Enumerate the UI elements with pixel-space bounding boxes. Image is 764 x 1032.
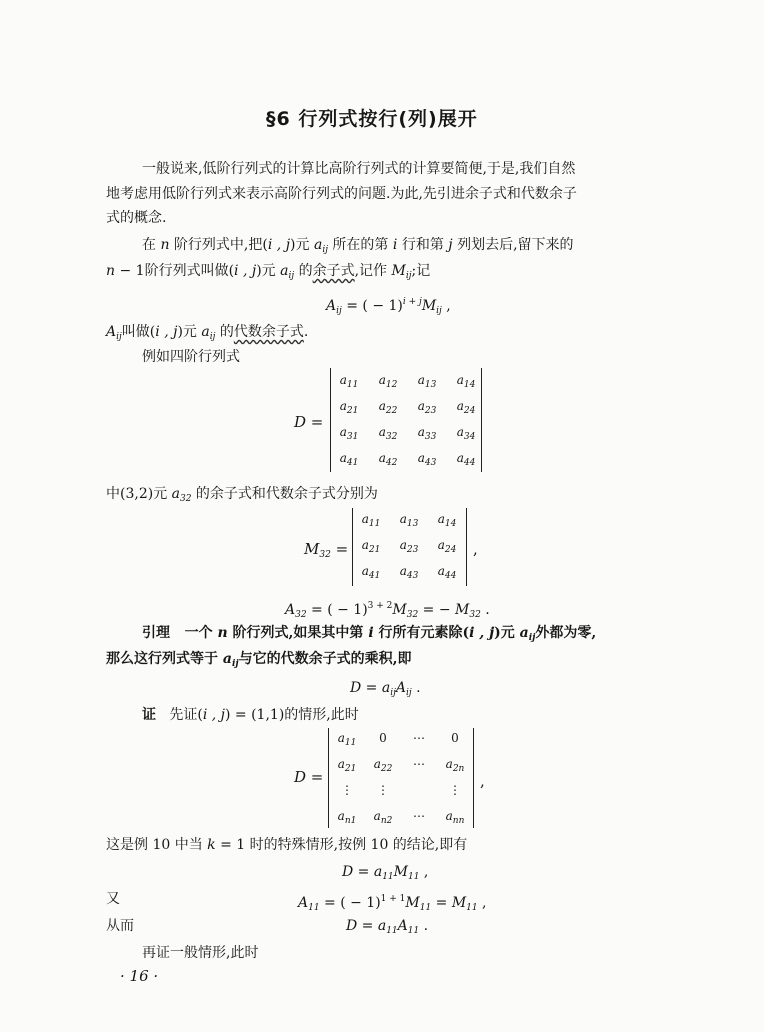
var-M: M xyxy=(421,298,437,314)
text: , xyxy=(441,298,451,314)
var-M: M xyxy=(393,864,408,880)
text: )元 xyxy=(290,237,314,253)
text: 中(3,2)元 xyxy=(106,486,172,502)
var-n: n xyxy=(217,625,228,641)
sub: ij xyxy=(528,633,536,643)
var-a: a xyxy=(171,486,180,502)
lemma-line1 xyxy=(142,621,596,650)
sub: ij xyxy=(436,306,442,316)
text: 所在的第 xyxy=(327,237,393,253)
term-cofactor: 代数余子式 xyxy=(233,324,304,340)
det4-label: D = xyxy=(294,413,324,431)
sub: 11 xyxy=(382,872,394,882)
text: 这是例 10 中当 xyxy=(106,837,208,853)
matrix-entry: ⋮ xyxy=(449,783,461,797)
text: 一个 xyxy=(184,625,218,641)
var-a: a xyxy=(519,625,529,641)
section-title: §6 行列式按行(列)展开 xyxy=(266,108,478,130)
matrix-entry: $a_{14}$ xyxy=(437,512,457,529)
var-A: A xyxy=(395,680,406,696)
sub: 11 xyxy=(419,903,432,913)
matrix-entry: $a_{2n}$ xyxy=(445,757,465,774)
equation-d1 xyxy=(342,860,428,889)
sup: 1 + 1 xyxy=(380,894,406,904)
matrix-entry: $a_{21}$ xyxy=(339,399,359,416)
text: )元 xyxy=(494,625,520,641)
term-minor: 余子式 xyxy=(312,263,355,279)
text: )元 xyxy=(177,324,202,340)
matrix-entry: $a_{24}$ xyxy=(437,538,457,555)
text: = ( − 1) xyxy=(341,298,403,314)
equation-final xyxy=(346,914,428,943)
var-a: a xyxy=(280,263,289,279)
matrix-entry: $a_{11}$ xyxy=(337,731,357,748)
text: 阶行列式中,把( xyxy=(169,237,268,253)
sub-ij: ij xyxy=(405,271,412,281)
matrix-entry: $a_{43}$ xyxy=(417,451,437,468)
text: D = a xyxy=(342,864,383,880)
para1-line1: 一般说来,低阶行列式的计算比高阶行列式的计算要简便,于是,我们自然 xyxy=(142,161,576,177)
matrix-entry: $a_{13}$ xyxy=(417,373,437,390)
matrix-entry: $a_{23}$ xyxy=(417,399,437,416)
sub: 11 xyxy=(308,903,320,913)
text: 那么这行列式等于 xyxy=(106,651,223,667)
text: = ( − 1) xyxy=(306,602,368,618)
var-A: A xyxy=(397,918,408,934)
sup: 3 + 2 xyxy=(367,601,393,611)
matrix-entry: $a_{44}$ xyxy=(456,451,476,468)
case-line xyxy=(106,833,467,857)
var-M: M xyxy=(391,263,406,279)
text: ;记 xyxy=(411,263,431,279)
text: ) = (1,1)的情形,此时 xyxy=(225,707,359,723)
sub: ij xyxy=(406,688,412,698)
equation-lemma xyxy=(350,676,421,705)
general-case-line: 再证一般情形,此时 xyxy=(142,945,259,961)
matrix-entry: $a_{33}$ xyxy=(417,425,437,442)
sub: 11 xyxy=(386,926,398,936)
text: = 1 时的特殊情形,按例 10 的结论,即有 xyxy=(215,837,468,853)
matrix-entry: $a_{22}$ xyxy=(373,757,393,774)
text: D = a xyxy=(350,680,391,696)
text: = xyxy=(330,540,349,558)
det3-matrix xyxy=(352,508,467,586)
sub: ij xyxy=(116,332,122,342)
matrix-entry: $a_{32}$ xyxy=(378,425,398,442)
text: . xyxy=(419,918,429,934)
matrix-entry: $a_{22}$ xyxy=(378,399,398,416)
text: = M xyxy=(431,895,467,911)
equation-cofactor xyxy=(326,290,451,323)
var-j: j xyxy=(448,237,453,253)
text: 列划去后,留下来的 xyxy=(452,237,574,253)
text: . xyxy=(303,324,309,340)
matrix-entry: $a_{21}$ xyxy=(337,757,357,774)
text: 叫做( xyxy=(121,324,156,340)
matrix-entry: $a_{14}$ xyxy=(456,373,476,390)
text: )元 xyxy=(256,263,281,279)
text: 的 xyxy=(215,324,234,340)
sub: ij xyxy=(336,306,342,316)
var-A: A xyxy=(106,324,117,340)
matrix-entry: $a_{21}$ xyxy=(361,538,381,555)
index-ij: i , j xyxy=(202,707,225,723)
var-n: n xyxy=(106,263,116,279)
sub: 11 xyxy=(407,926,420,936)
matrix-entry: 0 xyxy=(379,731,387,745)
text: , xyxy=(419,864,429,880)
sub: 11 xyxy=(408,872,420,882)
text: , xyxy=(477,895,487,911)
index-ij: i , j xyxy=(155,324,178,340)
proof-heading: 证 xyxy=(142,707,156,723)
para2-line2 xyxy=(106,259,430,288)
sub: 32 xyxy=(319,550,331,560)
example-intro: 例如四阶行列式 xyxy=(142,349,240,365)
matrix-entry: $a_{nn}$ xyxy=(445,809,465,826)
minor-intro-line xyxy=(106,482,378,511)
sub-ij: ij xyxy=(322,245,328,255)
para2-line1 xyxy=(142,233,574,262)
matrix-entry: $a_{43}$ xyxy=(399,564,419,581)
det4-matrix xyxy=(330,368,482,472)
sup: i + j xyxy=(402,297,422,307)
thus-word: 从而 xyxy=(106,918,134,934)
var-M: M xyxy=(405,895,420,911)
index-ij: i , j xyxy=(234,263,257,279)
var-A: A xyxy=(326,298,337,314)
var-n: n xyxy=(160,237,170,253)
lemma-heading: 引理 xyxy=(142,625,170,641)
sub: 32 xyxy=(295,610,307,620)
again-word: 又 xyxy=(106,891,120,907)
text: 的 xyxy=(294,263,313,279)
var-i: i xyxy=(392,237,398,253)
matrix-entry: $a_{n2}$ xyxy=(373,809,393,826)
text: = − M xyxy=(418,602,470,618)
text: 外都为零, xyxy=(535,625,597,641)
index-ij: i , j xyxy=(469,625,495,641)
matrix-entry: $a_{11}$ xyxy=(339,373,359,390)
var-a: a xyxy=(201,324,210,340)
matrix-entry: $a_{23}$ xyxy=(399,538,419,555)
text: = ( − 1) xyxy=(319,895,381,911)
lemma-line2 xyxy=(106,647,412,676)
sub: 32 xyxy=(469,610,481,620)
matrix-entry: $a_{12}$ xyxy=(378,373,398,390)
text: 的余子式和代数余子式分别为 xyxy=(191,486,378,502)
text: 行和第 xyxy=(397,237,449,253)
detn-comma: , xyxy=(480,772,485,790)
index-ij: i , j xyxy=(267,237,291,253)
matrix-entry: ⋮ xyxy=(341,783,353,797)
matrix-entry: ⋯ xyxy=(413,809,425,823)
matrix-entry: ⋮ xyxy=(377,783,389,797)
matrix-entry: $a_{41}$ xyxy=(339,451,359,468)
page-number: · 16 · xyxy=(120,967,159,985)
var-M: M xyxy=(304,540,320,558)
sub: ij xyxy=(390,688,396,698)
matrix-entry: $a_{24}$ xyxy=(456,399,476,416)
sub: 32 xyxy=(406,610,419,620)
text: 与它的代数余子式的乘积,即 xyxy=(238,651,412,667)
matrix-entry: $a_{44}$ xyxy=(437,564,457,581)
text: D = a xyxy=(346,918,387,934)
var-a: a xyxy=(222,651,232,667)
matrix-entry: $a_{42}$ xyxy=(378,451,398,468)
text: − 1阶行列式叫做( xyxy=(115,263,235,279)
var-M: M xyxy=(392,602,407,618)
var-A: A xyxy=(285,602,296,618)
matrix-entry: $a_{31}$ xyxy=(339,425,359,442)
text: 先证( xyxy=(169,707,203,723)
para1-line2: 地考虑用低阶行列式来表示高阶行列式的问题.为此,先引进余子式和代数余子 xyxy=(106,186,577,202)
matrix-entry: ⋯ xyxy=(413,731,425,745)
sub: 11 xyxy=(466,903,478,913)
matrix-entry: $a_{13}$ xyxy=(399,512,419,529)
text: 在 xyxy=(142,237,161,253)
var-k: k xyxy=(207,837,216,853)
sub: ij xyxy=(209,332,216,342)
sub-ij: ij xyxy=(288,271,295,281)
proof-line xyxy=(142,703,359,727)
det3-comma: , xyxy=(473,540,478,558)
sub: 32 xyxy=(180,494,192,504)
text: . xyxy=(411,680,421,696)
var-i: i xyxy=(368,625,374,641)
para1-line3: 式的概念. xyxy=(106,210,167,226)
var-a: a xyxy=(313,237,323,253)
detn-label: D = xyxy=(294,768,324,786)
matrix-entry: ⋯ xyxy=(413,757,425,771)
matrix-entry: $a_{n1}$ xyxy=(337,809,357,826)
matrix-entry: $a_{34}$ xyxy=(456,425,476,442)
detn-matrix xyxy=(328,728,474,828)
text: 行所有元素除( xyxy=(373,625,470,641)
text: 阶行列式,如果其中第 xyxy=(227,625,369,641)
text: . xyxy=(480,602,490,618)
matrix-entry: $a_{11}$ xyxy=(361,512,381,529)
matrix-entry: 0 xyxy=(451,731,459,745)
det3-label xyxy=(304,540,348,560)
sub: ij xyxy=(231,659,239,669)
text: ,记作 xyxy=(354,263,392,279)
matrix-entry: $a_{41}$ xyxy=(361,564,381,581)
var-A: A xyxy=(298,895,309,911)
